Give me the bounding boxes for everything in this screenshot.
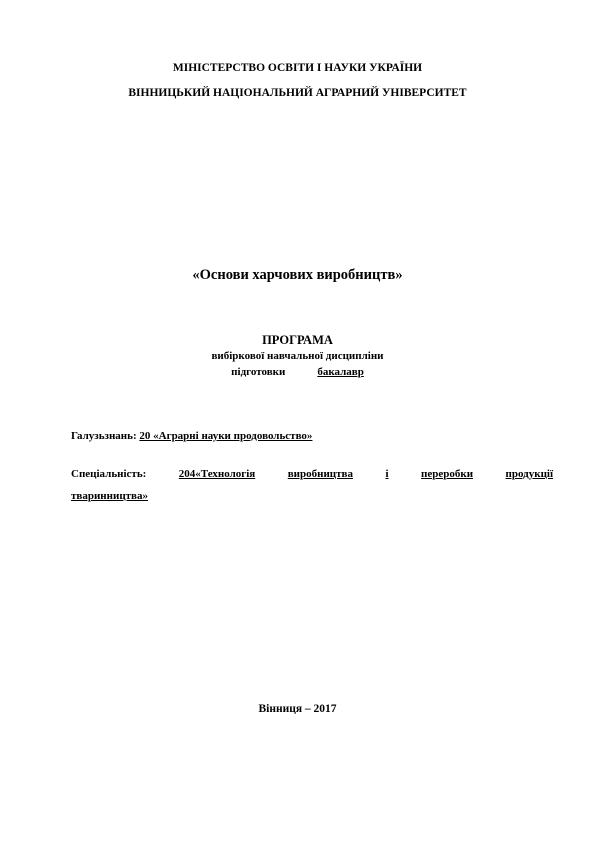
field-of-knowledge-line	[71, 430, 553, 442]
ministry-heading: МІНІСТЕРСТВО ОСВІТИ І НАУКИ УКРАЇНИ	[172, 62, 423, 74]
specialty-line	[71, 468, 553, 480]
specialty-word: переробки	[421, 468, 474, 480]
program-subtitle: вибіркової навчальної дисципліни	[211, 350, 384, 362]
preparation-value: бакалавр	[317, 366, 364, 378]
city-year: Вінниця – 2017	[258, 703, 337, 715]
preparation-label: підготовки	[231, 366, 286, 378]
program-label: ПРОГРАМА	[262, 333, 333, 347]
course-title: «Основи харчових виробництв»	[192, 267, 403, 283]
field-label: Галузьзнань:	[71, 430, 137, 442]
field-value: 20 «Аграрні науки продовольство»	[139, 430, 313, 442]
specialty-word: продукції	[505, 468, 554, 480]
university-heading: ВІННИЦЬКИЙ НАЦІОНАЛЬНИЙ АГРАРНИЙ УНІВЕРСИТЕТ	[128, 87, 467, 99]
preparation-line	[0, 366, 595, 378]
specialty-word: і	[385, 468, 389, 480]
specialty-word: виробництва	[287, 468, 353, 480]
specialty-value-continuation: тваринництва»	[71, 490, 148, 502]
specialty-label: Спеціальність:	[71, 468, 147, 480]
specialty-word: 204«Технологія	[178, 468, 256, 480]
